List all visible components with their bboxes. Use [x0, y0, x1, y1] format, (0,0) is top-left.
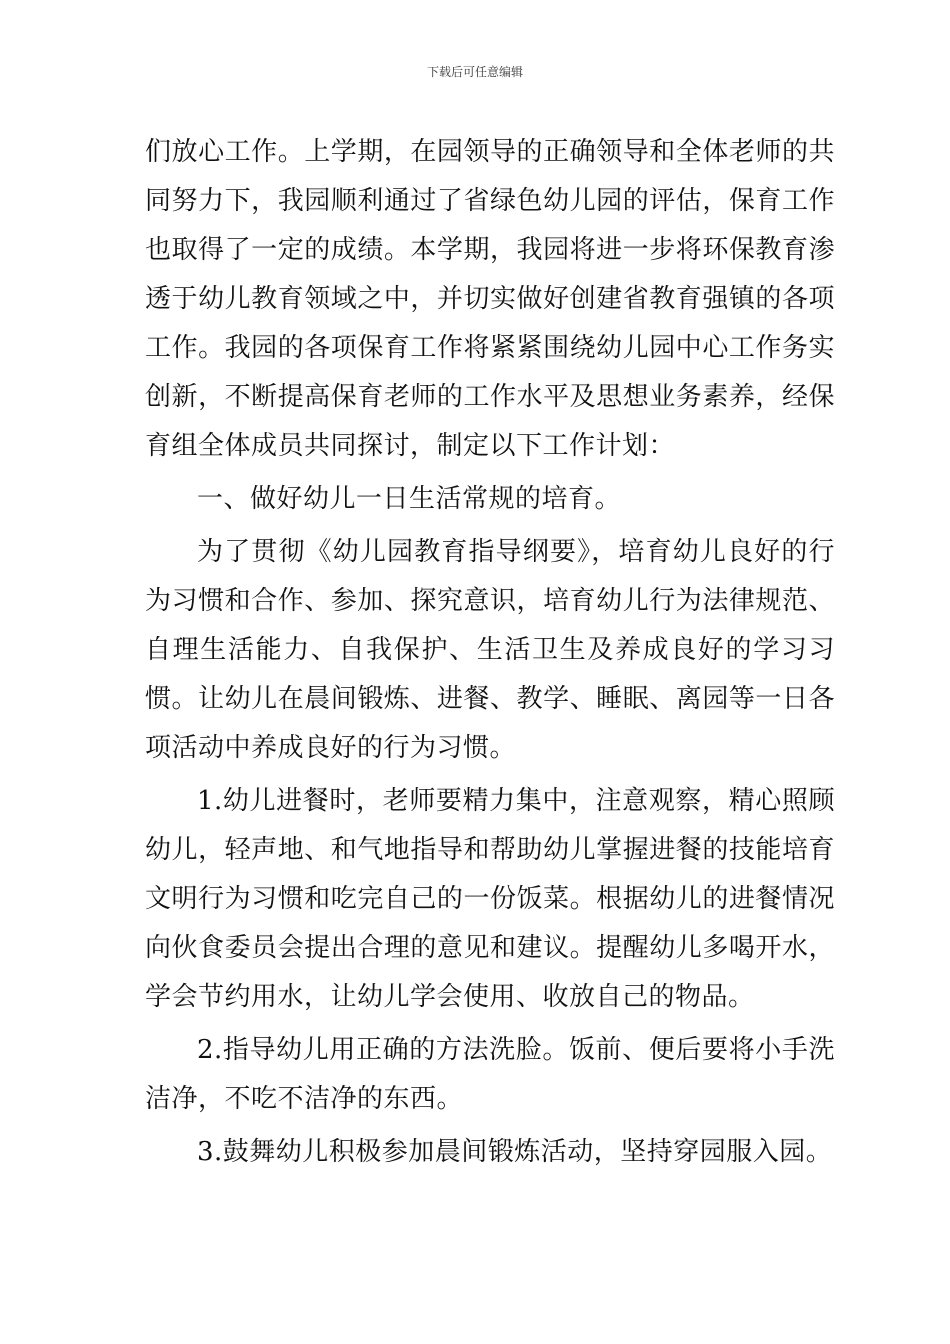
- list-item-2: 2.指导幼儿用正确的方法洗脸。饭前、便后要将小手洗洁净，不吃不洁净的东西。: [145, 1035, 835, 1114]
- page-header: 下载后可任意编辑: [426, 65, 523, 79]
- paragraph-continued: 们放心工作。上学期，在园领导的正确领导和全体老师的共同努力下，我园顺利通过了省绿色幼儿园的评估，保育工作也取得了一定的成绩。本学期，我园将进一步将环保教育渗透于幼儿教育领域之中，并切实做好创建省教育强镇的各项工作。我园的各项保育工作将紧紧围绕幼儿园中心工作务实创新，不断提高保育老师的工作水平及思想业务素养，经保育组全体成员共同探讨，制定以下工作计划：: [145, 137, 835, 461]
- list-item-1: 1.幼儿进餐时，老师要精力集中，注意观察，精心照顾幼儿，轻声地、和气地指导和帮助幼儿掌握进餐的技能培育文明行为习惯和吃完自己的一份饭菜。根据幼儿的进餐情况向伙食委员会提出合理的意见和建议。提醒幼儿多喝开水，学会节约用水，让幼儿学会使用、收放自己的物品。: [145, 786, 835, 1012]
- document-body: [145, 128, 835, 1177]
- list-item-3: 3.鼓舞幼儿积极参加晨间锻炼活动，坚持穿园服入园。: [197, 1137, 833, 1167]
- paragraph: 为了贯彻《幼儿园教育指导纲要》，培育幼儿良好的行为习惯和合作、参加、探究意识，培育幼儿行为法律规范、自理生活能力、自我保护、生活卫生及养成良好的学习习惯。让幼儿在晨间锻炼、进餐、教学、睡眠、离园等一日各项活动中养成良好的行为习惯。: [145, 537, 835, 763]
- section-heading: 一、做好幼儿一日生活常规的培育。: [197, 484, 622, 514]
